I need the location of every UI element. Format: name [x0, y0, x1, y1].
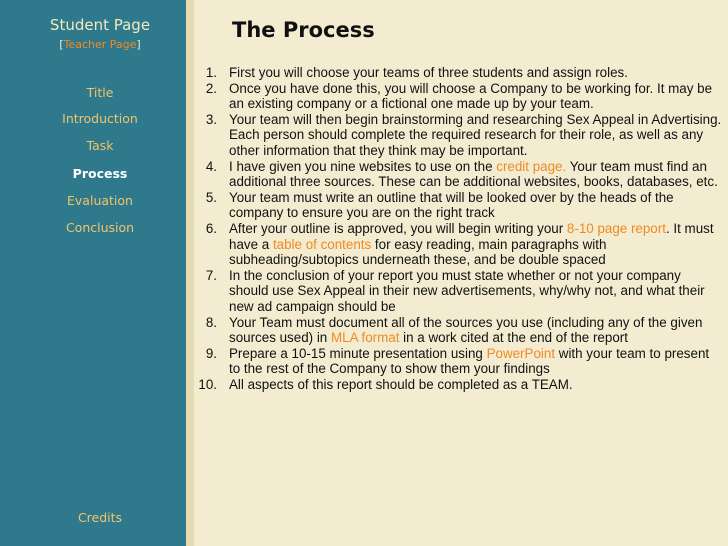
- process-step: [197, 315, 722, 346]
- step-text: Your Team must document all of the sources you use (including any of the given sources used) in: [229, 314, 703, 346]
- nav-credits[interactable]: Credits: [77, 510, 123, 525]
- step-link[interactable]: PowerPoint: [486, 345, 556, 361]
- process-step: [197, 346, 722, 377]
- nav-conclusion[interactable]: Conclusion: [65, 220, 135, 235]
- step-number: 5.: [205, 189, 217, 205]
- nav-introduction[interactable]: Introduction: [62, 111, 138, 126]
- step-number: 6.: [205, 220, 217, 236]
- step-text: After your outline is approved, you will begin writing your: [229, 220, 567, 236]
- step-text: Your team must write an outline that will be looked over by the heads of the company to ensure you are on the right track: [229, 189, 674, 221]
- bracket-open: [: [59, 38, 64, 51]
- step-number: 7.: [205, 267, 217, 283]
- step-link[interactable]: MLA format: [330, 330, 400, 346]
- teacher-page-link[interactable]: Teacher Page: [63, 38, 137, 51]
- step-number: 3.: [205, 111, 217, 127]
- step-number: 4.: [205, 158, 217, 174]
- nav-evaluation[interactable]: Evaluation: [67, 193, 133, 208]
- sidebar: [0, 0, 186, 546]
- process-steps-list: [197, 65, 722, 392]
- step-link[interactable]: table of contents: [272, 236, 372, 252]
- step-text: First you will choose your teams of three students and assign roles.: [229, 65, 628, 80]
- nav-process[interactable]: Process: [72, 166, 128, 181]
- step-text: in a work cited at the end of the report: [399, 330, 628, 346]
- step-number: 10.: [198, 376, 217, 392]
- nav-task[interactable]: Task: [86, 138, 114, 153]
- process-step: [197, 377, 722, 393]
- step-text: Your team will then begin brainstorming and researching Sex Appeal in Advertising. Each person should complete the required research for their role, as well as any other information that they think may be important.: [229, 111, 722, 158]
- step-text: Your team must find an additional three sources. These can be additional websites, books, databases, etc.: [229, 158, 718, 190]
- step-text: I have given you nine websites to use on the: [229, 158, 497, 174]
- process-step: [197, 190, 722, 221]
- process-step: [197, 159, 722, 190]
- process-step: [197, 112, 722, 159]
- step-number: 1.: [205, 65, 217, 80]
- step-number: 2.: [205, 80, 217, 96]
- sidebar-edge-divider: [186, 0, 194, 546]
- step-link[interactable]: credit page.: [496, 158, 567, 174]
- process-step: [197, 221, 722, 268]
- step-text: with your team to present to the rest of the Company to show them your findings: [229, 345, 710, 377]
- step-text: for easy reading, main paragraphs with subheading/subtopics underneath these, and be double spaced: [229, 236, 607, 268]
- nav-title[interactable]: Title: [86, 85, 114, 100]
- sidebar-title: Student Page: [49, 16, 151, 34]
- page-title: The Process: [232, 18, 375, 42]
- step-link[interactable]: 8-10 page report: [566, 220, 666, 236]
- step-number: 8.: [205, 314, 217, 330]
- process-step: [197, 65, 722, 81]
- process-step: [197, 268, 722, 315]
- step-text: Once you have done this, you will choose a Company to be working for. It may be an existing company or a fictional one made up by your team.: [229, 80, 713, 112]
- step-text: All aspects of this report should be completed as a TEAM.: [229, 376, 573, 392]
- step-text: Prepare a 10-15 minute presentation using: [229, 345, 487, 361]
- teacher-page-line: [0, 38, 200, 51]
- step-number: 9.: [205, 345, 217, 361]
- process-step: [197, 81, 722, 112]
- step-text: In the conclusion of your report you must state whether or not your company should use Sex Appeal in their new advertisements, why/why not, and what their new ad campaign should be: [229, 267, 705, 314]
- step-text: . It must have a: [229, 220, 714, 252]
- bracket-close: ]: [136, 38, 141, 51]
